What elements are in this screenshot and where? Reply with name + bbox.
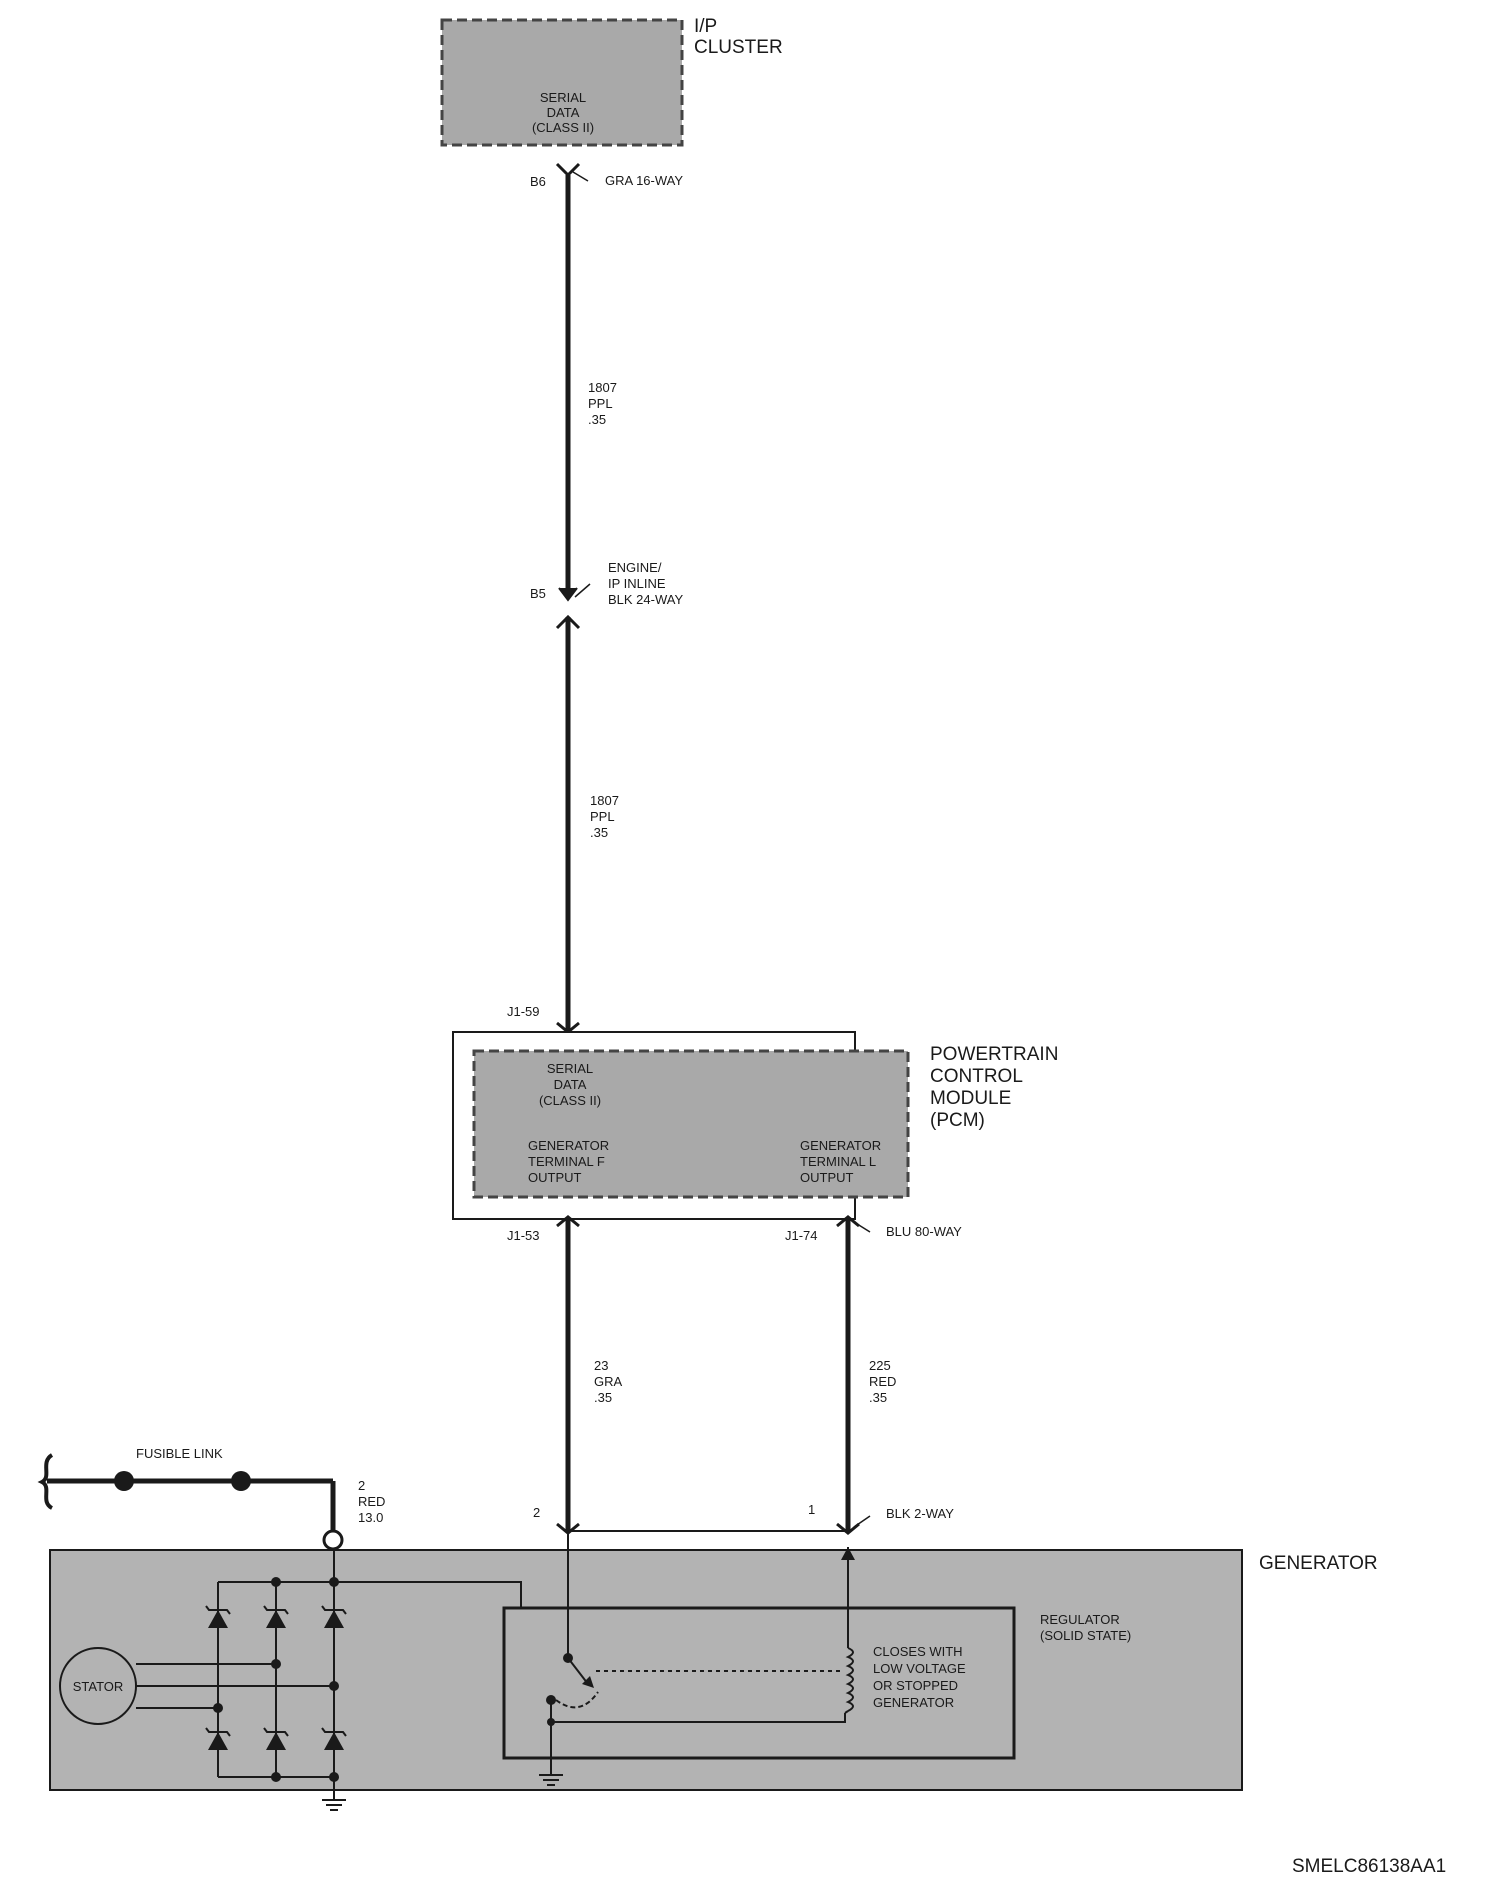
pcm-title-1: POWERTRAIN [930, 1044, 1059, 1065]
pcm-title-2: CONTROL [930, 1066, 1023, 1087]
connector-b5 [530, 560, 683, 628]
pcm-gen-l-1: GENERATOR [800, 1138, 882, 1153]
relay-label-4: GENERATOR [873, 1695, 955, 1710]
junction-dot [271, 1577, 281, 1587]
wire-mid-gauge: .35 [590, 825, 609, 840]
wire-top-circuit: 1807 [588, 380, 617, 395]
wire-1807-mid-label [590, 793, 619, 840]
pcm-title-4: (PCM) [930, 1110, 985, 1131]
fusible-link [42, 1446, 385, 1549]
fusible-link-color: RED [358, 1494, 386, 1509]
wire-1807-top-label [588, 380, 617, 427]
pcm-gen-f-3: OUTPUT [528, 1170, 582, 1185]
connector-b6-leader [573, 172, 588, 181]
connector-b5-leader [575, 584, 590, 597]
gen-connector [533, 1502, 954, 1533]
connector-b5-name-2: IP INLINE [608, 576, 666, 591]
gen-connector-pin-2: 2 [533, 1505, 541, 1520]
fusible-link-dot-2 [231, 1471, 251, 1491]
relay-label-1: CLOSES WITH [873, 1644, 963, 1659]
pcm [453, 1004, 1058, 1243]
ip-serial-1: SERIAL [539, 90, 587, 105]
connector-b6-pin: B6 [530, 174, 546, 189]
junction-dot [329, 1681, 339, 1691]
ip-cluster-title-1: I/P [694, 16, 718, 37]
regulator-label-2: (SOLID STATE) [1040, 1628, 1132, 1643]
wire-f-color: GRA [594, 1374, 623, 1389]
generator [50, 1531, 1378, 1810]
connector-b5-arrow [559, 588, 577, 600]
connector-b6-name: GRA 16-WAY [605, 173, 684, 188]
ip-serial-2: DATA [546, 105, 580, 120]
generator-title: GENERATOR [1259, 1553, 1378, 1574]
pcm-pin-j1-59: J1-59 [507, 1004, 540, 1019]
junction-dot [213, 1703, 223, 1713]
pcm-gen-l-2: TERMINAL L [800, 1154, 877, 1169]
pcm-title-3: MODULE [930, 1088, 1012, 1109]
regulator-label-1: REGULATOR [1040, 1612, 1120, 1627]
pcm-gen-f-2: TERMINAL F [528, 1154, 605, 1169]
relay-label-2: LOW VOLTAGE [873, 1661, 966, 1676]
gen-connector-leader [854, 1516, 870, 1527]
pcm-serial-1: SERIAL [546, 1061, 594, 1076]
wire-l-gauge: .35 [869, 1390, 888, 1405]
wire-225-label [869, 1358, 896, 1405]
pcm-pin-j1-74: J1-74 [785, 1228, 818, 1243]
wire-top-gauge: .35 [588, 412, 607, 427]
fusible-link-circuit: 2 [358, 1478, 366, 1493]
gen-connector-name: BLK 2-WAY [886, 1506, 954, 1521]
pcm-serial-3: (CLASS II) [538, 1093, 602, 1108]
junction-dot [271, 1659, 281, 1669]
connector-b5-name-1: ENGINE/ [608, 560, 662, 575]
pcm-gen-l-3: OUTPUT [800, 1170, 854, 1185]
pcm-gen-f-1: GENERATOR [528, 1138, 610, 1153]
stator-label: STATOR [72, 1679, 124, 1694]
pcm-connector-name: BLU 80-WAY [886, 1224, 962, 1239]
fusible-link-dot-1 [114, 1471, 134, 1491]
ip-serial-3: (CLASS II) [531, 120, 595, 135]
fusible-link-label: FUSIBLE LINK [136, 1446, 223, 1461]
wire-l-circuit: 225 [869, 1358, 891, 1373]
connector-b6 [530, 164, 683, 189]
wire-top-color: PPL [588, 396, 613, 411]
pcm-pin-j1-53: J1-53 [507, 1228, 540, 1243]
wire-l-color: RED [869, 1374, 897, 1389]
ip-cluster-title-2: CLUSTER [694, 37, 783, 58]
relay-label-3: OR STOPPED [873, 1678, 959, 1693]
ip-cluster [442, 16, 783, 145]
junction-dot [271, 1772, 281, 1782]
gen-connector-pin-1: 1 [808, 1502, 816, 1517]
fusible-link-gauge: 13.0 [358, 1510, 384, 1525]
wire-f-gauge: .35 [594, 1390, 613, 1405]
pcm-serial-2: DATA [553, 1077, 587, 1092]
pcm-blu-leader [854, 1222, 870, 1232]
relay-ground-junction [547, 1718, 555, 1726]
wire-f-circuit: 23 [594, 1358, 609, 1373]
connector-b5-name-3: BLK 24-WAY [608, 592, 684, 607]
wire-mid-circuit: 1807 [590, 793, 619, 808]
battery-terminal [324, 1531, 342, 1549]
wire-mid-color: PPL [590, 809, 615, 824]
figure-id: SMELC86138AA1 [1292, 1856, 1447, 1877]
wire-23-label [594, 1358, 623, 1405]
connector-b5-pin: B5 [530, 586, 546, 601]
